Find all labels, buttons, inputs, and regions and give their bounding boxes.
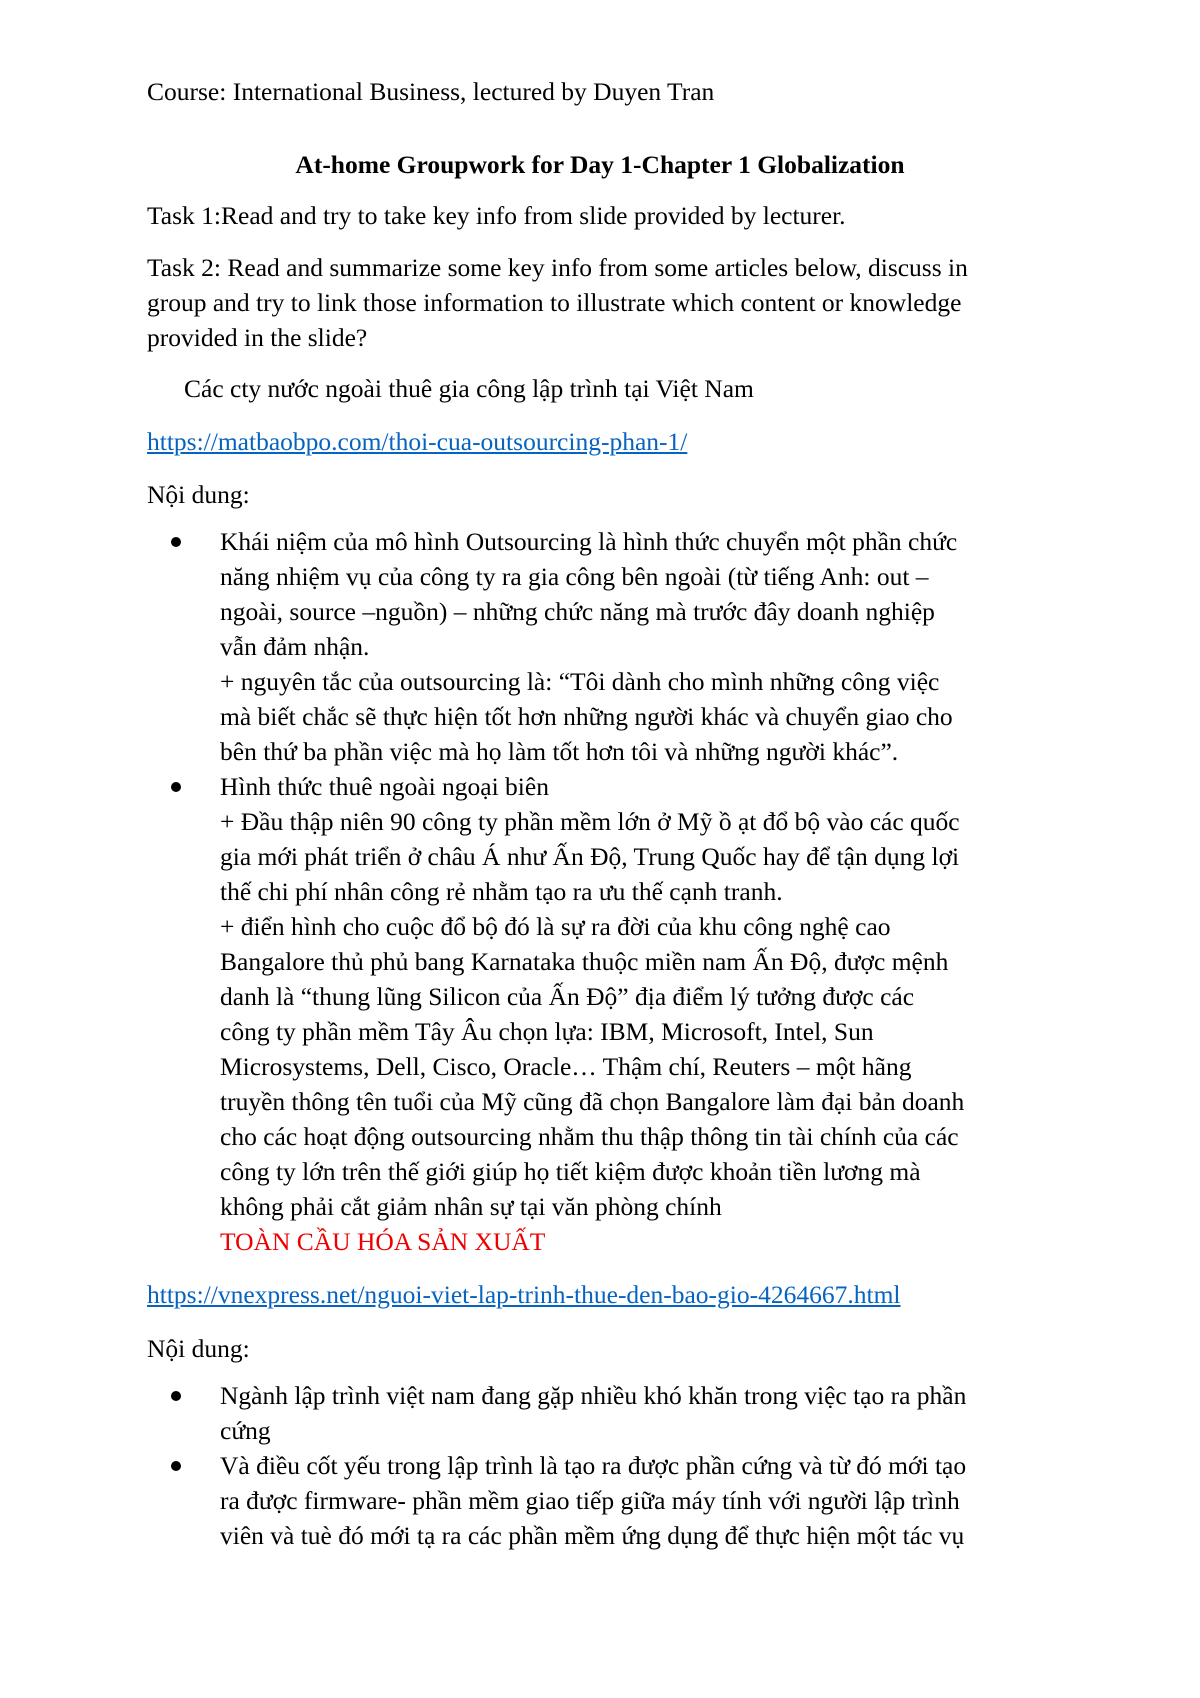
bullet-line: gia mới phát triển ở châu Á như Ấn Độ, Trung Quốc hay để tận dụng lợi: [220, 842, 960, 871]
bullet-line: Và điều cốt yếu trong lập trình là tạo ra được phần cứng và từ đó mới tạo: [220, 1451, 967, 1480]
bullet-line: + Đầu thập niên 90 công ty phần mềm lớn ở Mỹ ồ ạt đổ bộ vào các quốc: [220, 807, 960, 836]
bullet-line: bên thứ ba phần việc mà họ làm tốt hơn tôi và những người khác”.: [220, 737, 899, 766]
task-1: Task 1:Read and try to take key info from slide provided by lecturer.: [147, 201, 846, 230]
section-heading: Các cty nước ngoài thuê gia công lập trình tại Việt Nam: [184, 374, 754, 403]
bullet-line: công ty lớn trên thế giới giúp họ tiết kiệm được khoản tiền lương mà: [220, 1157, 921, 1186]
bullet-line: Microsystems, Dell, Cisco, Oracle… Thậm chí, Reuters – một hãng: [220, 1052, 912, 1081]
bullet-line: Bangalore thủ phủ bang Karnataka thuộc miền nam Ấn Độ, được mệnh: [220, 947, 949, 976]
bullet-line: ra được firmware- phần mềm giao tiếp giữa máy tính với người lập trình: [220, 1486, 960, 1515]
bullet-line: vẫn đảm nhận.: [220, 632, 370, 661]
bullet-line: cứng: [220, 1416, 271, 1445]
bullet-line: ngoài, source –nguồn) – những chức năng mà trước đây doanh nghiệp: [220, 597, 935, 626]
article-1-link[interactable]: https://matbaobpo.com/thoi-cua-outsourcing-phan-1/: [147, 427, 688, 456]
bullet-line: công ty phần mềm Tây Âu chọn lựa: IBM, Microsoft, Intel, Sun: [220, 1017, 874, 1046]
content-label: Nội dung:: [147, 1334, 250, 1363]
bullet-line: + nguyên tắc của outsourcing là: “Tôi dành cho mình những công việc: [220, 667, 940, 696]
bullet-line: Khái niệm của mô hình Outsourcing là hình thức chuyển một phần chức: [220, 527, 958, 556]
bullet-line: truyền thông tên tuổi của Mỹ cũng đã chọn Bangalore làm đại bản doanh: [220, 1087, 965, 1116]
bullet-line: không phải cắt giảm nhân sự tại văn phòng chính: [220, 1192, 722, 1221]
article-2-link[interactable]: https://vnexpress.net/nguoi-viet-lap-trinh-thue-den-bao-gio-4264667.html: [147, 1280, 901, 1309]
highlight-globalization: TOÀN CẦU HÓA SẢN XUẤT: [220, 1227, 546, 1256]
bullet-line: Hình thức thuê ngoài ngoại biên: [220, 772, 549, 801]
task-2-line: Task 2: Read and summarize some key info from some articles below, discuss in: [147, 253, 968, 282]
bullet-line: + điển hình cho cuộc đổ bộ đó là sự ra đời của khu công nghệ cao: [220, 912, 891, 941]
bullet-line: cho các hoạt động outsourcing nhằm thu thập thông tin tài chính của các: [220, 1122, 959, 1151]
task-2-line: provided in the slide?: [147, 323, 368, 352]
bullet-icon: [171, 782, 181, 792]
bullet-icon: [171, 537, 181, 547]
bullet-line: mà biết chắc sẽ thực hiện tốt hơn những người khác và chuyển giao cho: [220, 702, 953, 731]
task-2-line: group and try to link those information to illustrate which content or knowledge: [147, 288, 962, 317]
course-line: Course: International Business, lectured by Duyen Tran: [147, 77, 715, 106]
bullet-line: thế chi phí nhân công rẻ nhằm tạo ra ưu thế cạnh tranh.: [220, 877, 783, 906]
bullet-line: năng nhiệm vụ của công ty ra gia công bên ngoài (từ tiếng Anh: out –: [220, 562, 929, 591]
bullet-line: Ngành lập trình việt nam đang gặp nhiều khó khăn trong việc tạo ra phần: [220, 1381, 967, 1410]
document-title: At-home Groupwork for Day 1-Chapter 1 Globalization: [295, 150, 905, 179]
content-label: Nội dung:: [147, 480, 250, 509]
bullet-line: viên và tuè đó mới tạ ra các phần mềm ứng dụng để thực hiện một tác vụ: [220, 1521, 965, 1550]
bullet-line: danh là “thung lũng Silicon của Ấn Độ” địa điểm lý tưởng được các: [220, 982, 915, 1011]
bullet-icon: [171, 1391, 181, 1401]
bullet-icon: [171, 1461, 181, 1471]
